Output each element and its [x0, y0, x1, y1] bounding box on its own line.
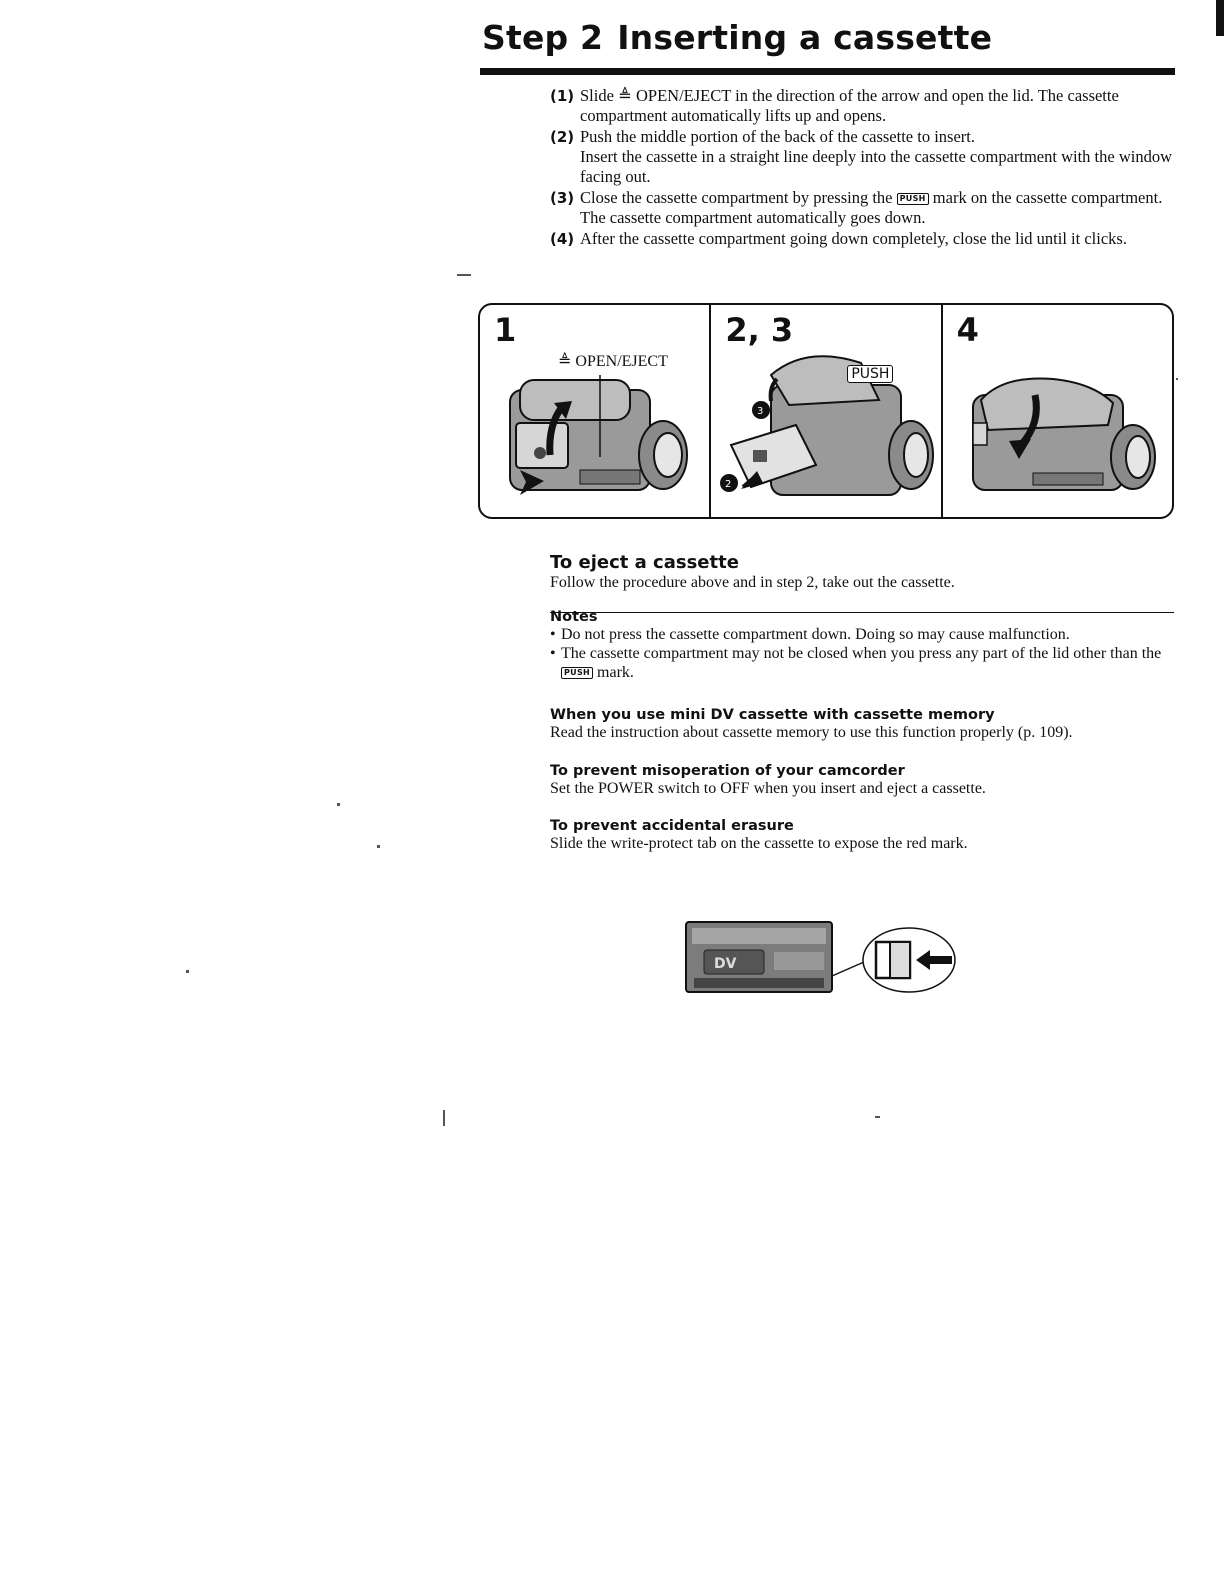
push-mark-icon: PUSH [897, 193, 929, 205]
step-text: Slide ≜ OPEN/EJECT in the direction of the arrow and open the lid. The cassette compartment automatically lifts up and opens. [580, 86, 1119, 125]
panel-number: 1 [494, 311, 517, 349]
step-number: (4) [550, 230, 575, 248]
panel-2-3 [709, 305, 940, 517]
panel-1 [480, 305, 709, 517]
erasure-text: Slide the write-protect tab on the cassette to expose the red mark. [550, 835, 968, 852]
step-text: Close the cassette compartment by pressing the PUSH mark on the cassette compartment. The cassette compartment automatically goes down. [580, 188, 1163, 227]
scan-speck [875, 1116, 880, 1118]
svg-text:3: 3 [757, 406, 764, 417]
title-rule [480, 68, 1175, 75]
step-label: Step 2 [482, 18, 604, 57]
step-text: After the cassette compartment going down completely, close the lid until it clicks. [580, 229, 1127, 248]
eject-heading: To eject a cassette [550, 552, 739, 573]
step-item-3 [550, 188, 1175, 228]
memory-heading: When you use mini DV cassette with cassette memory [550, 707, 995, 723]
scan-speck [186, 970, 189, 973]
panel-number: 4 [956, 311, 979, 349]
illustration-panels [478, 303, 1174, 519]
svg-text:DV: DV [714, 956, 737, 972]
step-number: (1) [550, 87, 575, 105]
step-text: Push the middle portion of the back of the cassette to insert. [580, 127, 975, 146]
notes-heading: Notes [550, 609, 598, 625]
erasure-section [550, 818, 1175, 854]
step-item-4 [550, 229, 1175, 249]
notes-list [550, 625, 1175, 682]
step-text-continued: Insert the cassette in a straight line deeply into the cassette compartment with the window facing out. [580, 147, 1172, 186]
open-eject-label: ≜ OPEN/EJECT [558, 353, 668, 370]
step-item-1 [550, 86, 1175, 126]
title-text: Inserting a cassette [617, 18, 993, 57]
push-label: PUSH [847, 365, 893, 383]
step-number: (3) [550, 189, 575, 207]
step-list [550, 86, 1175, 250]
panel-number: 2, 3 [725, 311, 794, 349]
scan-speck [443, 1110, 445, 1126]
note-item: • Do not press the cassette compartment down. Doing so may cause malfunction. [550, 625, 1175, 644]
panel-4 [941, 305, 1172, 517]
erasure-heading: To prevent accidental erasure [550, 818, 794, 834]
page-title [482, 18, 992, 57]
push-mark-icon: PUSH [561, 667, 593, 679]
misoperation-section [550, 763, 1175, 799]
svg-text:2: 2 [725, 479, 732, 490]
cassette-write-protect-tab-illustration-icon [684, 918, 964, 998]
misoperation-text: Set the POWER switch to OFF when you insert and eject a cassette. [550, 780, 986, 797]
eject-section [550, 552, 1175, 593]
scan-speck [337, 803, 340, 806]
step-item-2 [550, 127, 1175, 187]
scan-speck [457, 274, 471, 276]
scan-speck [377, 845, 380, 848]
memory-text: Read the instruction about cassette memory to use this function properly (p. 109). [550, 724, 1073, 741]
memory-section [550, 707, 1175, 743]
page-edge-mark [1216, 0, 1224, 36]
step-number: (2) [550, 128, 575, 146]
eject-text: Follow the procedure above and in step 2, take out the cassette. [550, 574, 955, 591]
misoperation-heading: To prevent misoperation of your camcorder [550, 763, 905, 779]
note-item: • The cassette compartment may not be closed when you press any part of the lid other than the PUSH mark. [550, 644, 1175, 682]
scan-speck [1176, 378, 1178, 380]
notes-section [550, 609, 1175, 682]
